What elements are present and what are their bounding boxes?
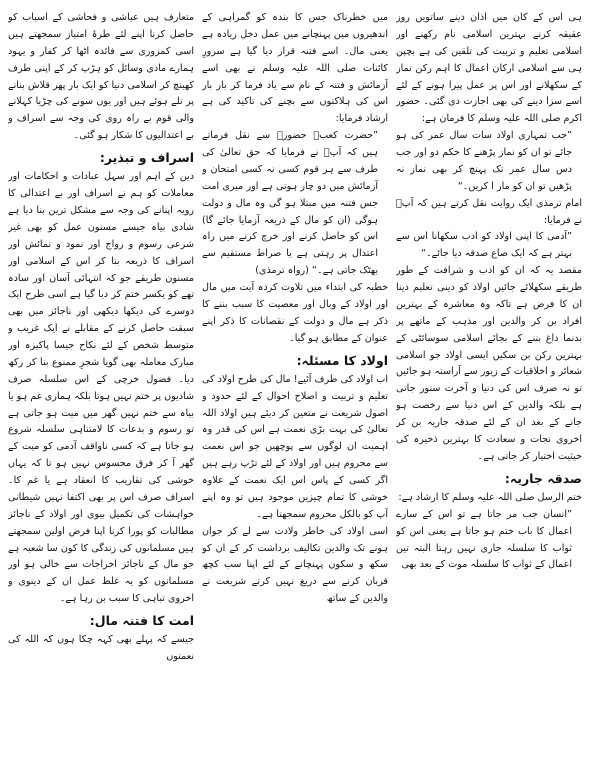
- section-heading: صدقہ جاریہ:: [504, 470, 582, 486]
- paragraph: مقصد یہ کہ ان کو ادب و شرافت کے طور طریقے سکھلائے جائیں اولاد کو دینی تعلیم دینا ان کا فرض ہے تاکہ وہ معاشرہ کے بہترین افراد بن کر والدین اور مذہب کے ماتھے پر بدنما داغ بننے کے بجائے اسلامی سوسائٹی کے بہترین رکن بن سکیں ایسی اولاد جو اسلامی شعائر و اخلاقیات کے زیور سے آراستہ ہو جائیں تو نہ صرف اس کی دنیا و آخرت سنور جاتی ہے بلکہ والدین کے اس دنیا سے رخصت ہو جانے کے بعد ان کے لئے صدقہ جاریہ بن کر اخروی نجات و سعادت کا بہترین ذخیرہ کی حیثیت اختیار کر جاتی ہے۔: [396, 265, 582, 462]
- section-heading: اسراف و تبذیر:: [99, 150, 194, 165]
- paragraph: میں خطرناک جس کا بندہ کو گمراہی کے اندھیروں میں پہنچانے میں عمل دخل زیادہ ہے یعنی مال۔ اسے فتنہ قرار دیا گیا ہے سرورِ کائنات صلی اللہ علیہ وسلم نے بھی اسے آزمائش و فتنہ کے نام سے یاد فرما کر بار بار اس کی ہلاکتوں سے بچنے کی تاکید کی ہے ارشاد فرمایا:: [202, 12, 388, 125]
- paragraph: دین کے اہم اور سہل عبادات و احکامات اور معاملات کو ہم نے اسراف اور بے اعتدالی کا رویہ اپنانے کی وجہ سے مشکل ترین بنا دیا ہے شادی بیاہ جیسے مسنون عمل کو بھی غیر شرعی رسوم و رواج اور نمود و نمائش اور اسراف کا ذریعہ بنا کر اس کے اسلامی اور مسنون طریقے جو کہ انتہائی آسان اور سادہ تھے کو یکسر ختم کر دیا گیا ہے اسی طرح ایک دوسرے کی دیکھا دیکھی اور ناجائز میں بھی سبقت حاصل کرنے کے مقابلے نے ایک غریب و متوسط شخص کے لئے نکاح جیسا پاکیزہ اور مبارک معاملہ بھی گویا شجرِ ممنوع بنا کر رکھ دیا۔ فضول خرچی کے اس سلسلہ صرف شادیوں پر ختم نہیں ہوتا بلکہ ہماری غم ہو یا بیاہ سے ختم نہیں گھر میں میت ہو جاتی ہے تو رسوم و بدعات کا لامتناہی سلسلہ شروع ہو جاتا ہے کہ کسی ناواقف آدمی کو میت کے گھر آ کر فرق محسوس نہیں ہو تا کہ یہاں خوشی کی تقاریب کا انعقاد ہے یا غم کا۔ اسراف صرف اس پر بھی اکتفا نہیں شیطانی خواہشات کی تکمیل بیوی اور اولاد کے ناجائز مطالبات کو پورا کرنا اپنا فرض اولین سمجھتے ہیں مسلمانوں کی زندگی کا کون سا شعبہ ہے جو مال کے ناجائز اخراجات سے خالی ہو اور مسلمانوں کو یہ غلط عمل ان کے دینوی و اخروی تباہی کا سبب بن رہا ہے۔: [8, 171, 194, 605]
- paragraph: متعارف ہیں عیاشی و فحاشی کے اسباب کو حاصل کرنا اپنے لئے طرۂ امتیاز سمجھتے ہیں اسی کمزوری سے فائدہ اٹھا کر کفار و یہود ہمارے مادی وسائل کو ہڑپ کر کے اپنی طرف کھینچ کر اسلامی دنیا کو ایک بار پھر قلاش بنانے پر تلے ہوئے ہیں اور یوں سونے کی چڑیا کہلانے والی قوم بے راہ روی کی وجہ سے اسراف و بے اعتدالیوں کا شکار ہو گئی۔: [8, 12, 194, 142]
- column-left: [396, 10, 582, 760]
- paragraph: ختم الرسل صلی اللہ علیہ وسلم کا ارشاد ہے:: [398, 491, 582, 503]
- section-heading: امت کا فتنہ مال:: [89, 613, 194, 628]
- paragraph: ہی اس کے کان میں اذان دینے ساتویں روز عقیقہ کرنے بہترین اسلامی نام رکھنے اور اسلامی تعلیم و تربیت کی تلقین کی ہے بچپن ہی سے اسلامی ارکان اعمال کا اہم رکن نماز کے سکھلانے اور اس پر عمل پیرا ہونے کے لئے اسے سزا دینے کی بھی اجازت دی گئی۔ حضور اکرم صلی اللہ علیہ وسلم کا فرمان ہے:: [396, 12, 582, 125]
- paragraph: اسی اولاد کی خاطر ولادت سے لے کر جوان ہونے تک والدین تکالیف برداشت کر کے ان کو سکھ و سکون پہنچانے کے لئے اپنا سب کچھ قربان کرنے سے دریغ نہیں کرتے شریعت نے والدین کے ساتھ: [202, 525, 388, 605]
- section-heading: اولاد کا مسئلہ:: [296, 352, 388, 368]
- paragraph: اب اولاد کی طرف آئیے! مال کی طرح اولاد کی تعلیم و تربیت و اصلاح احوال کے لئے حدود و اصول شریعت نے متعین کر دیئے ہیں اولاد اللہ تعالیٰ کی بہت بڑی نعمت ہے اس کی قدر وہ اہمیت ان لوگوں سے پوچھیں جو اس نعمت سے محروم ہیں اور اولاد کے لئے تڑپ رہے ہیں اگر کسی کے پاس اس ایک نعمت کے علاوہ خوشی کا تمام چیزیں موجود ہیں تو وہ اپنے آپ کو بالکل محروم سمجھتا ہے۔: [202, 373, 388, 520]
- hadith-quote: ”آدمی کا اپنی اولاد کو ادب سکھانا اس سے بہتر ہے کہ ایک صاع صدقہ دیا جائے۔“: [396, 231, 572, 260]
- hadith-quote: ”حضرت کعبؓ حضورؐ سے نقل فرماتے ہیں کہ آپؐ نے فرمایا کہ حق تعالیٰ کی طرف سے ہر قوم کسی نہ کسی امتحان و آزمائش میں دو چار ہوتی ہے اور میری امت جس فتنہ میں مبتلا ہو گی وہ مال و دولت ہوگی (ان کو مال کے ذریعہ آزمایا جائے گا) اس کو حاصل کرنے اور خرچ کرنے میں راہ اعتدال پر رہتی ہے یا صراط مستقیم سے بھٹک جاتی ہے۔“ (رواہ ترمذی): [202, 130, 378, 277]
- paragraph: جیسے کہ پہلے بھی کہہ چکا ہوں کہ اللہ کی نعمتوں: [8, 634, 194, 663]
- paragraph: خطبہ کی ابتداء میں تلاوت کردہ آیت میں مال اور اولاد کے وبال اور معصیت کا سبب بننے کا ذکر ہے مال و دولت کے نقصانات کا ذکر اپنے عنوان کے مطابق ہو گیا۔: [202, 282, 388, 344]
- hadith-quote: ”انسان جب مر جاتا ہے تو اس کے سارے اعمال کا باب ختم ہو جاتا ہے یعنی اس کو ثواب کا سلسلہ جاری نہیں رہتا البتہ تین اعمال کے ثواب کا سلسلہ موت کے بعد بھی: [396, 508, 572, 571]
- column-right: [8, 10, 194, 760]
- hadith-quote: ”جب تمہاری اولاد سات سال عمر کی ہو جائے تو ان کو نماز پڑھنے کا حکم دو اور جب دس سال عمر تک پہنچ کر بھی نماز نہ پڑھیں تو ان کو مار ا کریں۔“: [396, 130, 572, 192]
- paragraph: امام ترمذی ایک روایت نقل کرتے ہیں کہ آپؐ نے فرمایا:: [396, 197, 582, 226]
- column-middle: [202, 10, 388, 760]
